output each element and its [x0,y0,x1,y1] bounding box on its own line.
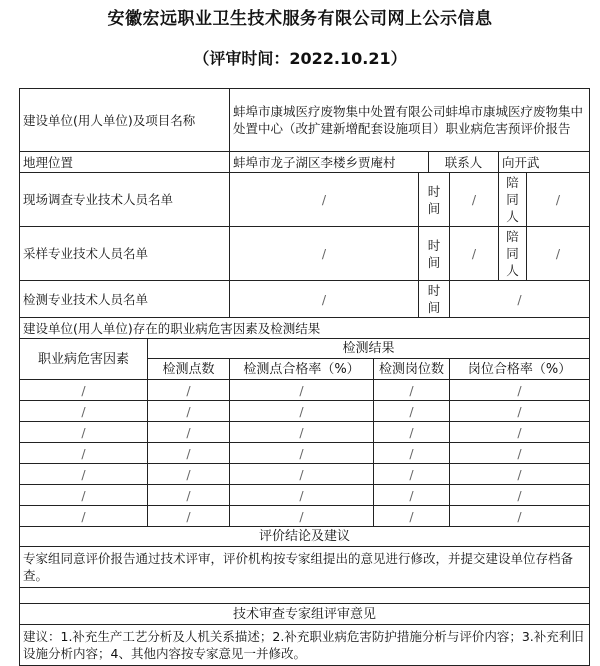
sampling-time-label: 时间 [419,227,450,281]
table-cell: / [230,464,374,485]
survey-time-label: 时间 [419,173,450,227]
sampling-time-value: / [450,227,499,281]
column-header: 检测点数 [148,359,230,380]
column-header: 岗位合格率（%） [450,359,590,380]
sampling-label: 采样专业技术人员名单 [20,227,230,281]
table-cell: / [148,422,230,443]
table-row [20,506,590,527]
testing-label: 检测专业技术人员名单 [20,281,230,318]
conclusion-text: 专家组同意评价报告通过技术评审，评价机构按专家组提出的意见进行修改，并提交建设单位存档备查。 [20,547,590,588]
table-cell: / [450,443,590,464]
table-cell: / [148,401,230,422]
contact-value: 向开武 [499,152,590,173]
survey-companion-label: 陪同人 [499,173,527,227]
location-label: 地理位置 [20,152,230,173]
conclusion-heading-row [20,527,590,547]
table-cell: / [450,485,590,506]
expert-text-row [20,625,590,666]
table-cell: / [230,422,374,443]
hazard-factor-header: 职业病危害因素 [20,339,148,380]
review-date: （评审时间：2022.10.21） [193,49,407,68]
table-cell: / [148,485,230,506]
survey-time-value: / [450,173,499,227]
survey-names: / [230,173,419,227]
table-row [20,380,590,401]
table-cell: / [450,506,590,527]
table-cell: / [230,443,374,464]
spacer-row [20,588,590,604]
sampling-companion-value: / [527,227,590,281]
table-cell: / [230,485,374,506]
document-title: 安徽宏远职业卫生技术服务有限公司网上公示信息 [107,9,493,29]
table-cell: / [148,380,230,401]
table-cell: / [20,422,148,443]
testing-time-value: / [450,281,590,318]
project-row [20,89,590,152]
survey-row [20,173,590,227]
table-cell: / [230,506,374,527]
table-cell: / [374,401,450,422]
table-cell: / [20,485,148,506]
table-cell: / [450,464,590,485]
table-cell: / [20,506,148,527]
table-cell: / [148,506,230,527]
project-value: 蚌埠市康城医疗废物集中处置有限公司蚌埠市康城医疗废物集中处置中心（改扩建新增配套设施项目）职业病危害预评价报告 [230,89,590,152]
location-row [20,152,590,173]
table-cell: / [374,506,450,527]
table-cell: / [450,422,590,443]
conclusion-heading: 评价结论及建议 [20,527,590,547]
location-value: 蚌埠市龙子湖区李楼乡贾庵村 [230,152,429,173]
table-cell: / [374,485,450,506]
spacer-cell [20,588,590,604]
table-row [20,485,590,506]
table-row [20,464,590,485]
survey-label: 现场调查专业技术人员名单 [20,173,230,227]
table-cell: / [374,443,450,464]
column-header: 检测岗位数 [374,359,450,380]
hazards-section-row [20,318,590,339]
hazards-header-row [20,339,590,359]
table-cell: / [230,380,374,401]
column-header: 检测点合格率（%） [230,359,374,380]
table-cell: / [20,401,148,422]
table-cell: / [374,422,450,443]
table-cell: / [230,401,374,422]
table-cell: / [20,443,148,464]
table-row [20,422,590,443]
testing-row [20,281,590,318]
contact-label: 联系人 [429,152,499,173]
sampling-companion-label: 陪同人 [499,227,527,281]
table-cell: / [148,464,230,485]
expert-opinion-heading: 技术审查专家组评审意见 [20,604,590,625]
table-cell: / [20,380,148,401]
table-cell: / [20,464,148,485]
disclosure-table [19,88,590,666]
table-cell: / [450,380,590,401]
table-row [20,443,590,464]
project-label: 建设单位(用人单位)及项目名称 [20,89,230,152]
conclusion-text-row [20,547,590,588]
expert-heading-row [20,604,590,625]
expert-opinion-text: 建议：1.补充生产工艺分析及人机关系描述；2.补充职业病危害防护措施分析与评价内容；3.补充利旧设施分析内容；4、其他内容按专家意见一并修改。 [20,625,590,666]
survey-companion-value: / [527,173,590,227]
testing-names: / [230,281,419,318]
table-cell: / [450,401,590,422]
table-row [20,401,590,422]
table-cell: / [374,380,450,401]
results-header: 检测结果 [148,339,590,359]
testing-time-label: 时间 [419,281,450,318]
table-cell: / [374,464,450,485]
table-cell: / [148,443,230,464]
hazards-section-label: 建设单位(用人单位)存在的职业病危害因素及检测结果 [20,318,590,339]
sampling-row [20,227,590,281]
sampling-names: / [230,227,419,281]
